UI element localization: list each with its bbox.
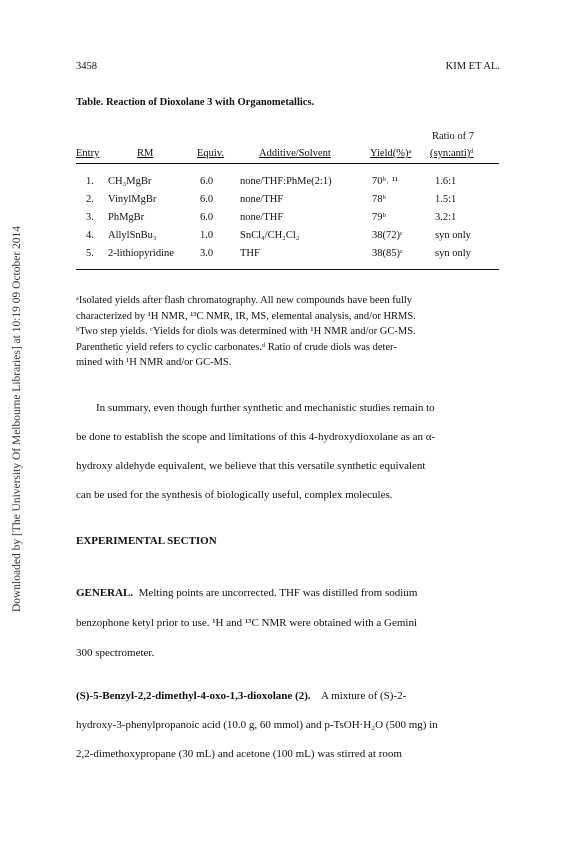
footnote-line: ᵇTwo step yields. ᶜYields for diols was determined with ¹H NMR and/or GC-MS. <box>76 326 416 338</box>
cell-rm: PhMgBr <box>108 212 145 223</box>
cell-rm: VinylMgBr <box>108 194 157 205</box>
col-header-equiv: Equiv. <box>197 148 225 159</box>
body-line: In summary, even though further synthetic and mechanistic studies remain to <box>96 402 435 414</box>
general-paragraph <box>76 587 501 657</box>
page-header <box>76 61 500 75</box>
body-line: hydroxy-3-phenylpropanoic acid (10.0 g, 60 mmol) and p-TsOH·H₂O (500 mg) in <box>76 719 438 731</box>
cell-yield: 78ᵇ <box>372 194 386 205</box>
cell-ratio: 1.6:1 <box>435 176 457 187</box>
cell-ratio: syn only <box>435 230 471 241</box>
ratio-header-top: Ratio of 7 <box>432 131 474 142</box>
cell-solvent: none/THF <box>240 212 284 223</box>
cell-equiv: 1.0 <box>200 230 214 241</box>
col-header-yield: Yield(%)ᵃ <box>370 148 412 159</box>
watermark-text: Downloaded by [The University Of Melbourne Libraries] at 10:19 09 October 2014 <box>11 225 23 612</box>
cell-ratio: syn only <box>435 248 471 259</box>
cell-equiv: 6.0 <box>200 212 214 223</box>
body-line: A mixture of (S)-2- <box>321 690 407 702</box>
cell-entry: 5. <box>86 248 94 259</box>
cell-ratio: 3.2:1 <box>435 212 457 223</box>
col-header-solvent: Additive/Solvent <box>259 148 331 159</box>
general-heading: GENERAL. <box>76 587 134 599</box>
cell-solvent: THF <box>240 248 260 259</box>
summary-paragraph <box>76 402 501 502</box>
table-footnotes <box>76 293 501 371</box>
col-header-rm: RM <box>137 148 154 159</box>
table-title: Table. Reaction of Dioxolane 3 with Organometallics. <box>76 97 315 108</box>
cell-entry: 1. <box>86 176 94 187</box>
header-rule <box>76 163 499 164</box>
footnote-line: Parenthetic yield refers to cyclic carbonates.ᵈ Ratio of crude diols was deter- <box>76 341 397 353</box>
footnote-line: characterized by ¹H NMR, ¹³C NMR, IR, MS, elemental analysis, and/or HRMS. <box>76 310 416 322</box>
compound-paragraph <box>76 690 501 770</box>
cell-entry: 3. <box>86 212 94 223</box>
body-line: benzophone ketyl prior to use. ¹H and ¹³C NMR were obtained with a Gemini <box>76 617 418 629</box>
cell-entry: 2. <box>86 194 94 205</box>
cell-ratio: 1.5:1 <box>435 194 457 205</box>
cell-equiv: 6.0 <box>200 176 214 187</box>
cell-equiv: 6.0 <box>200 194 214 205</box>
download-watermark <box>9 196 25 641</box>
body-line: Melting points are uncorrected. THF was distilled from sodium <box>138 587 418 599</box>
running-head: KIM ET AL. <box>445 61 500 72</box>
cell-yield: 70ᵇ˒ ¹¹ <box>372 176 399 187</box>
results-table <box>76 128 499 286</box>
body-line: 2,2-dimethoxypropane (30 mL) and acetone (100 mL) was stirred at room <box>76 748 402 760</box>
body-line: can be used for the synthesis of biologically useful, complex molecules. <box>76 489 393 501</box>
cell-entry: 4. <box>86 230 94 241</box>
cell-solvent: none/THF <box>240 194 284 205</box>
body-line: be done to establish the scope and limitations of this 4-hydroxydioxolane as an α- <box>76 431 436 443</box>
cell-rm: AllylSnBu₃ <box>108 230 157 241</box>
cell-yield: 38(72)ᶜ <box>372 230 403 241</box>
col-header-entry: Entry <box>76 148 100 159</box>
compound-heading: (S)-5-Benzyl-2,2-dimethyl-4-oxo-1,3-dioxolane (2). <box>76 690 311 702</box>
cell-yield: 38(85)ᶜ <box>372 248 403 259</box>
cell-solvent: SnCl₄/CH₂Cl₂ <box>240 230 300 241</box>
footnote-line: mined with ¹H NMR and/or GC-MS. <box>76 357 232 369</box>
cell-rm: CH₃MgBr <box>108 176 152 187</box>
body-line: hydroxy aldehyde equivalent, we believe that this versatile synthetic equivalent <box>76 460 426 472</box>
section-heading: EXPERIMENTAL SECTION <box>76 535 217 547</box>
body-line: 300 spectrometer. <box>76 647 155 659</box>
col-header-ratio: (syn:anti)ᵈ <box>430 148 474 159</box>
cell-equiv: 3.0 <box>200 248 214 259</box>
page-number: 3458 <box>76 61 97 72</box>
cell-yield: 79ᵇ <box>372 212 386 223</box>
bottom-rule <box>76 269 499 270</box>
footnote-line: ᵃIsolated yields after flash chromatography. All new compounds have been fully <box>76 295 413 306</box>
cell-rm: 2-lithiopyridine <box>108 248 174 259</box>
cell-solvent: none/THF:PhMe(2:1) <box>240 176 332 187</box>
